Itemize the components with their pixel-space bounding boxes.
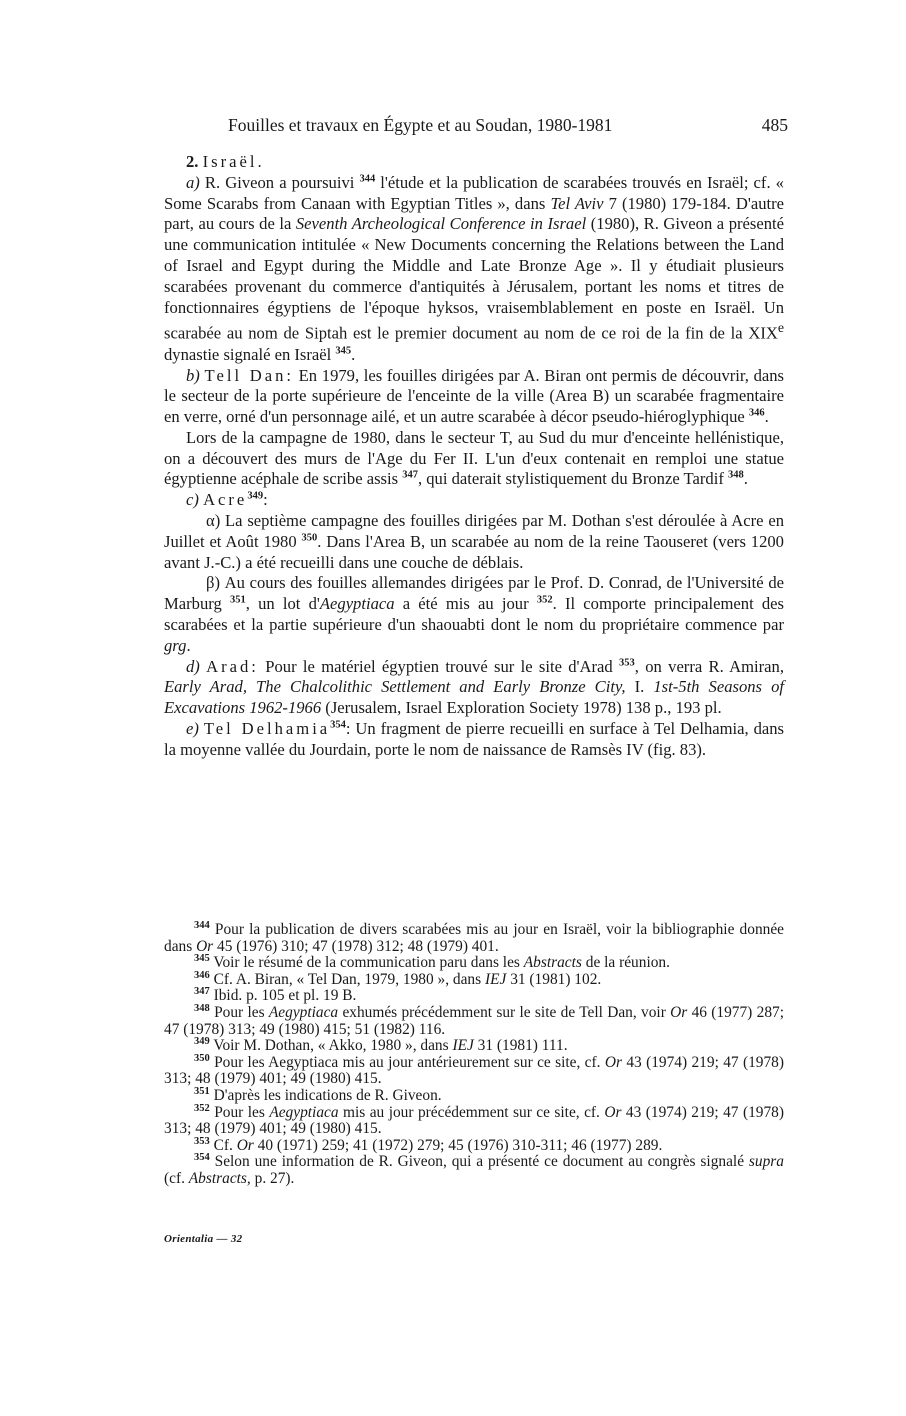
running-header: [228, 115, 788, 141]
footnote-349: $^{349}$ Voir M. Dothan, « Akko, 1980 », dans IEJ 31 (1981) 111.: [194, 1036, 568, 1055]
footnote-347: $^{347}$ Ibid. p. 105 et pl. 19 B.: [194, 986, 357, 1005]
site-name-tel-delhamia: Tel Delhamia: [203, 719, 331, 739]
site-name-arad: Arad:: [206, 656, 259, 676]
paragraph-d: d) Arad: Pour le matériel égyptien trouvé sur le site d'Arad $^{353}$, on verra R. Amiran, Early Arad, The Chalcolithic Settlement and Early Bronze City, I. 1st-5th Seasons of Excavations 1962-1966 (Jerusalem, Israel Exploration Society 1978) 138 p., 193 pl.: [164, 656, 784, 718]
paragraph-b: b) Tell Dan: En 1979, les fouilles dirigées par A. Biran ont permis de découvrir, dans le secteur de la porte supérieure de l'enceinte de la ville (Area B) un scarabée fragmentaire en verre, orné d'un personnage ailé, et un autre scarabée à décor pseudo-hiéroglyphique $^{346}$.: [164, 365, 784, 427]
footnote-ref-350: 350: [301, 532, 318, 544]
paragraph-beta: β) Au cours des fouilles allemandes dirigées par le Prof. D. Conrad, de l'Université de Marburg $^{351}$, un lot d'Aegyptiaca a été mis au jour $^{352}$. Il comporte principalement des scarabées et la partie supérieure d'un shaouabti dont le nom du propriétaire commence par grg.: [164, 573, 785, 655]
label-c: c): [186, 490, 199, 510]
label-a: a): [186, 172, 200, 192]
footnote-352: $^{352}$ Pour les Aegyptiaca mis au jour précédemment sur ce site, cf. Or 43 (1974) 219; 47 (1978) 313; 48 (1979) 401; 49 (1980) 415.: [164, 1102, 784, 1138]
paragraph-a: a) R. Giveon a poursuivi $^{344}$ l'étude et la publication de scarabées trouvés en Israël; cf. « Some Scarabs from Canaan with Egyptian Titles », dans Tel Aviv 7 (1980) 179-184. D'autre part, au cours de la Seventh Archeological Conference in Israel (1980), R. Giveon a présenté une communication intitulée « New Documents concerning the Relations between the Land of Israel and Egypt during the Middle and Late Bronze Age ». Il y étudiait plusieurs scarabées provenant du commerce d'antiquités à Jérusalem, portant les noms et titres de fonctionnaires égyptiens de l'époque hyksos, vraisemblablement en poste en Israël. Un scarabée au nom de Siptah est le premier document au nom de ce roi de la fin de la XIXe dynastie signalé en Israël $^{345}$.: [164, 172, 784, 364]
section-name: Israël.: [202, 152, 265, 171]
footnote-ref-348: 348: [728, 469, 744, 481]
footnote-346: $^{346}$ Cf. A. Biran, « Tel Dan, 1979, 1980 », dans IEJ 31 (1981) 102.: [194, 969, 602, 988]
paragraph-e: e) Tel Delhamia$^{354}$: Un fragment de pierre recueilli en surface à Tel Delhamia, dans la moyenne vallée du Jourdain, porte le nom de naissance de Ramsès IV (fig. 83).: [164, 719, 784, 759]
label-d: d): [186, 656, 200, 676]
footnote-ref-346: 346: [748, 407, 765, 419]
page-footer: Orientalia — 32: [164, 1233, 243, 1245]
footnote-ref-347: 347: [402, 469, 418, 481]
page-number: 485: [761, 115, 788, 135]
footnote-345: $^{345}$ Voir le résumé de la communication paru dans les Abstracts de la réunion.: [194, 953, 670, 972]
main-text: [164, 152, 784, 761]
footnote-ref-352: 352: [536, 594, 553, 606]
site-name-tell-dan: Tell Dan:: [204, 365, 294, 385]
footnote-ref-345: 345: [335, 345, 352, 357]
footnote-348: $^{348}$ Pour les Aegyptiaca exhumés précédemment sur le site de Tell Dan, voir Or 46 (1977) 287; 47 (1978) 313; 49 (1980) 415; 51 (1982) 116.: [164, 1002, 784, 1038]
paragraph-c: c) Acre$^{349}$:: [186, 490, 268, 510]
footnote-ref-354: 354: [330, 719, 346, 731]
footnote-354: $^{354}$ Selon une information de R. Giveon, qui a présenté ce document au congrès signalé supra (cf. Abstracts, p. 27).: [164, 1152, 784, 1187]
footnote-ref-351: 351: [229, 594, 246, 606]
label-b: b): [186, 365, 200, 385]
footnote-353: $^{353}$ Cf. Or 40 (1971) 259; 41 (1972) 279; 45 (1976) 310-311; 46 (1977) 289.: [194, 1135, 663, 1154]
paragraph-alpha: α) La septième campagne des fouilles dirigées par M. Dothan s'est déroulée à Acre en Juillet et Août 1980 $^{350}$. Dans l'Area B, un scarabée au nom de la reine Taouseret (vers 1200 avant J.-C.) a été recueilli dans une couche de déblais.: [164, 511, 784, 572]
section-heading: [164, 152, 784, 173]
footnote-344: $^{344}$ Pour la publication de divers scarabées mis au jour en Israël, voir la bibliographie donnée dans Or 45 (1976) 310; 47 (1978) 312; 48 (1979) 401.: [164, 919, 784, 955]
site-name-acre: Acre: [203, 490, 248, 510]
footnote-ref-349: 349: [247, 490, 264, 502]
footnote-350: $^{350}$ Pour les Aegyptiaca mis au jour antérieurement sur ce site, cf. Or 43 (1974) 219; 47 (1978) 313; 48 (1979) 401; 49 (1980) 415.: [164, 1052, 784, 1088]
footnote-351: $^{351}$ D'après les indications de R. Giveon.: [194, 1085, 442, 1104]
footnote-ref-353: 353: [619, 657, 635, 669]
section-number: 2.: [186, 152, 199, 171]
label-alpha: α): [206, 511, 221, 531]
footnotes: [164, 919, 784, 1188]
label-beta: β): [206, 573, 220, 593]
footnote-ref-344: 344: [359, 173, 376, 185]
label-e: e): [186, 719, 199, 739]
running-title: Fouilles et travaux en Égypte et au Soudan, 1980-1981: [228, 115, 613, 135]
paragraph-b-continued: Lors de la campagne de 1980, dans le secteur T, au Sud du mur d'enceinte hellénistique, on a découvert des murs de l'Age du Fer II. L'un d'eux contenait en remploi une statue égyptienne acéphale de scribe assis $^{347}$, qui daterait stylistiquement du Bronze Tardif $^{348}$.: [164, 427, 784, 489]
